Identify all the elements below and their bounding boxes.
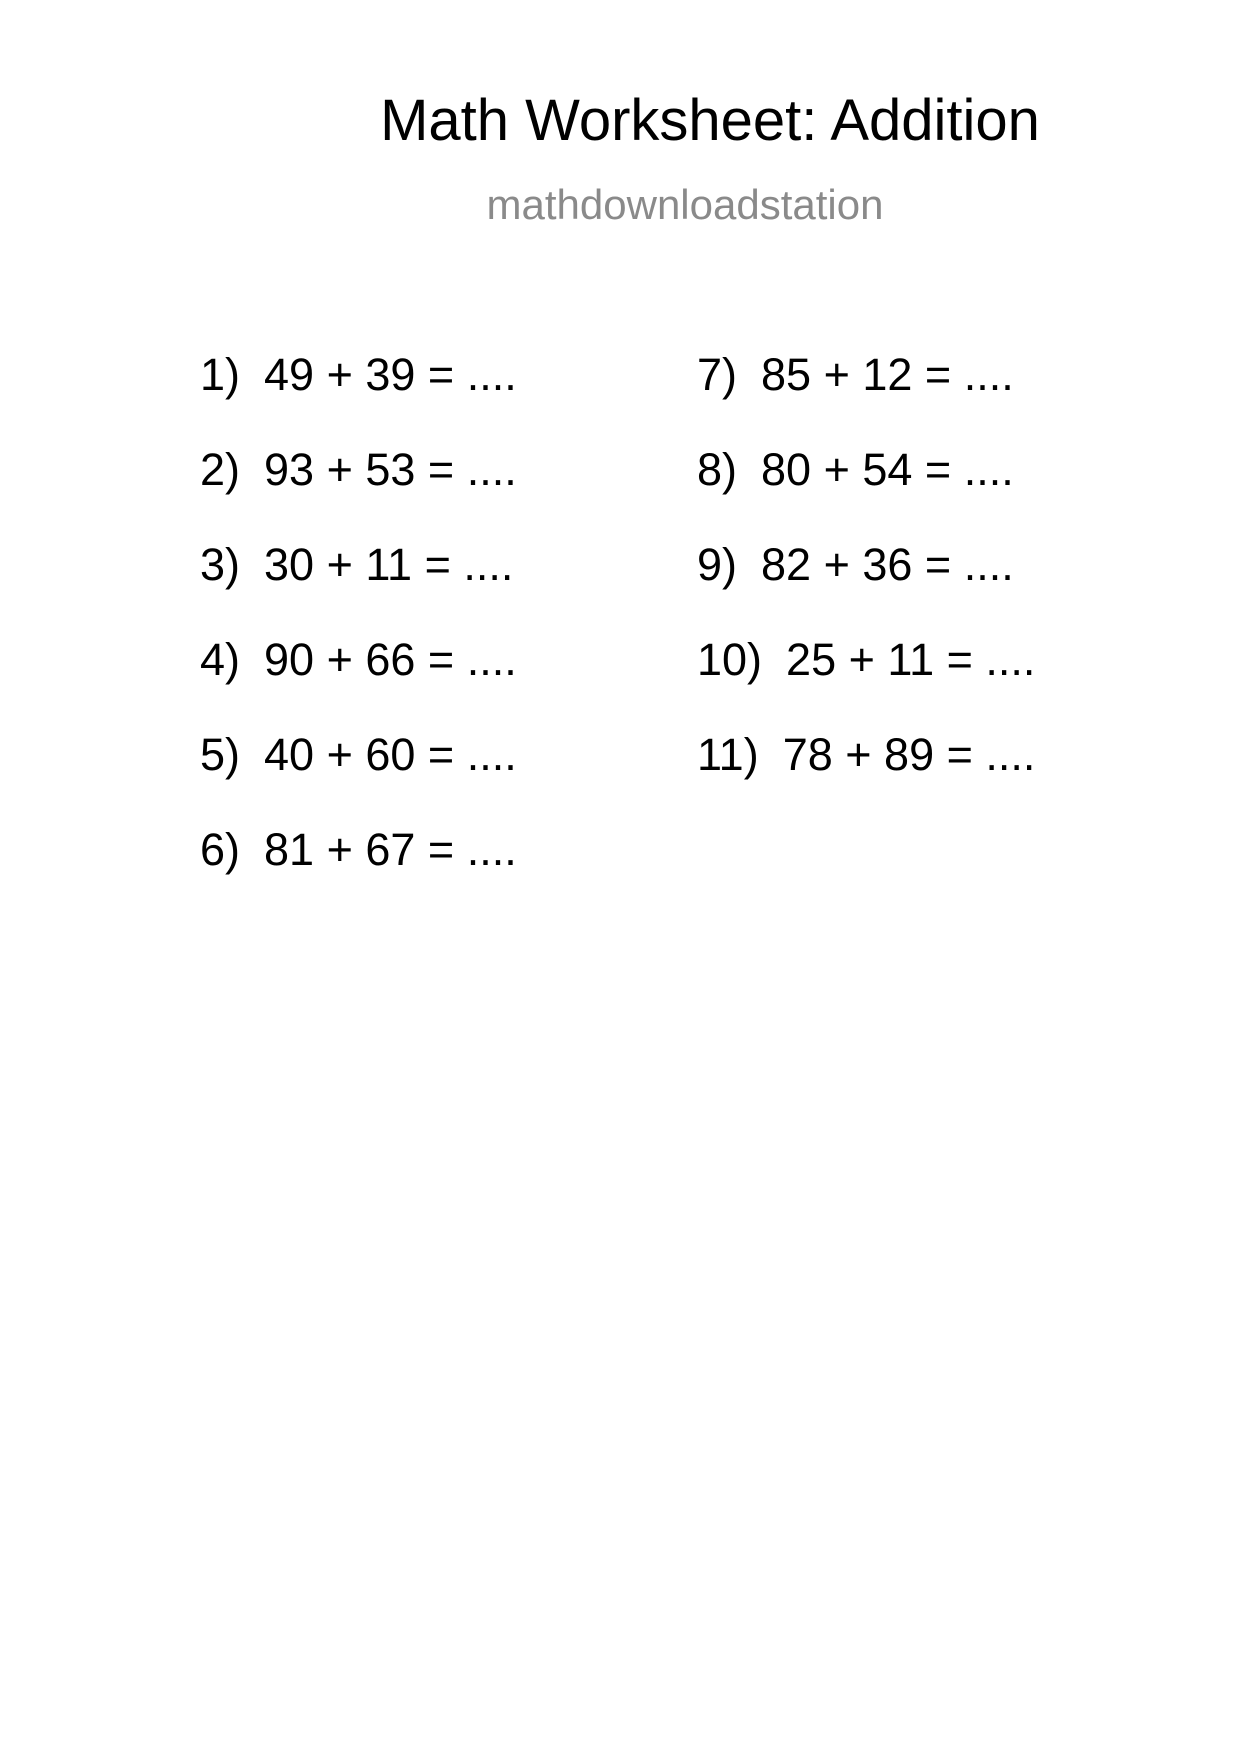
problem-number: 2): [200, 444, 241, 495]
problem-expression: 82 + 36 = ....: [761, 539, 1014, 590]
problem-expression: 49 + 39 = ....: [264, 349, 517, 400]
problem-number: 3): [200, 539, 241, 590]
problem-expression: 40 + 60 = ....: [264, 729, 517, 780]
page-title: Math Worksheet: Addition: [380, 88, 1040, 153]
problem-number: 5): [200, 729, 241, 780]
problems-column-left: [200, 349, 517, 922]
problem-number: 4): [200, 634, 241, 685]
problem-item: [697, 634, 1036, 732]
problem-item: [200, 729, 517, 827]
problem-expression: 90 + 66 = ....: [264, 634, 517, 685]
problem-item: [200, 824, 517, 922]
problem-expression: 85 + 12 = ....: [761, 349, 1014, 400]
problem-number: 7): [697, 349, 738, 400]
problem-expression: 93 + 53 = ....: [264, 444, 517, 495]
problem-number: 1): [200, 349, 241, 400]
problem-number: 11): [697, 729, 759, 780]
problem-expression: 30 + 11 = ....: [264, 539, 514, 590]
problem-expression: 78 + 89 = ....: [782, 729, 1036, 780]
problem-number: 9): [697, 539, 738, 590]
problem-item: [200, 349, 517, 447]
problem-expression: 25 + 11 = ....: [786, 634, 1036, 685]
problem-item: [200, 634, 517, 732]
problem-number: 8): [697, 444, 738, 495]
problem-item: [200, 539, 517, 637]
problem-expression: 81 + 67 = ....: [264, 824, 517, 875]
problem-item: [697, 349, 1035, 447]
page-subtitle: mathdownloadstation: [486, 181, 884, 228]
problem-item: [697, 729, 1036, 827]
problem-item: [200, 444, 517, 542]
problem-number: 6): [200, 824, 241, 875]
problems-column-right: [697, 349, 1036, 827]
problem-number: 10): [697, 634, 763, 685]
problem-expression: 80 + 54 = ....: [761, 444, 1014, 495]
problem-item: [697, 539, 1035, 637]
problem-item: [697, 444, 1035, 542]
